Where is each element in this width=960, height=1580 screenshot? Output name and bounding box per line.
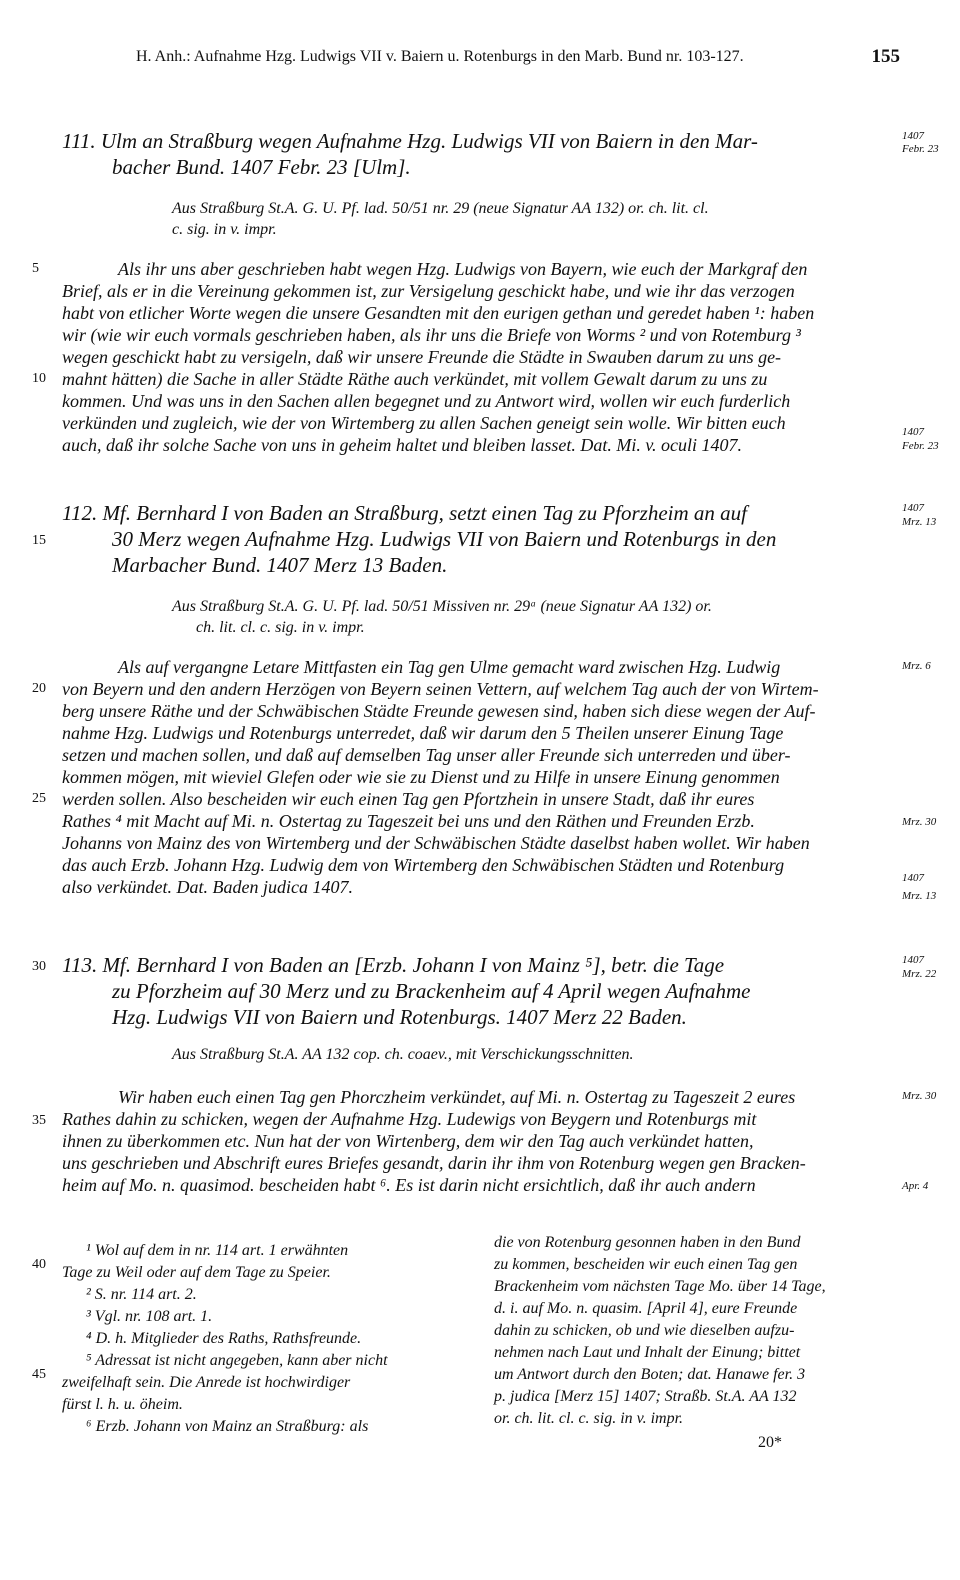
source-line: Aus Straßburg St.A. AA 132 cop. ch. coaev., mit Verschickungsschnitten. [172, 1046, 634, 1063]
margin-date: Febr. 23 [902, 143, 939, 155]
margin-date: Apr. 4 [902, 1180, 929, 1192]
regest-line: bacher Bund. 1407 Febr. 23 [Ulm]. [112, 155, 411, 179]
text-line: Brief, als er in die Vereinung gekommen ist, zur Versigelung geschickt habe, und wie ihr das verzogen [62, 281, 795, 301]
footnote-line: ³ Vgl. nr. 108 art. 1. [86, 1308, 213, 1325]
line-number: 40 [32, 1257, 46, 1272]
margin-date: 1407 [902, 872, 924, 884]
line-number: 35 [32, 1113, 46, 1128]
text-line: Rathes dahin zu schicken, wegen der Aufnahme Hzg. Ludewigs von Beygern und Rotenburgs mit [62, 1109, 757, 1129]
margin-date: Mrz. 22 [902, 968, 937, 980]
footnote-line: Brackenheim vom nächsten Tage Mo. über 14 Tage, [494, 1278, 826, 1295]
text-line: habt von etlicher Worte wegen die unsere Gesandten mit den eurigen gethan und geredet haben ¹: haben [62, 303, 815, 323]
text-line: verkünden und zugleich, wie der von Wirtemberg zu allen Sachen geneigt sein wolle. Wir bitten euch [62, 413, 786, 433]
regest-line: 30 Merz wegen Aufnahme Hzg. Ludwigs VII von Baiern und Rotenburgs in den [112, 527, 777, 551]
text-line: kommen. Und was uns in den Sachen allen begegnet und zu Antwort wird, wollen wir euch furderlich [62, 391, 791, 411]
margin-date: 1407 [902, 130, 924, 142]
footnote-line: ² S. nr. 114 art. 2. [86, 1286, 197, 1303]
footnote-line: or. ch. lit. cl. c. sig. in v. impr. [494, 1410, 684, 1427]
regest-line: Hzg. Ludwigs VII von Baiern und Rotenburgs. 1407 Merz 22 Baden. [112, 1005, 687, 1029]
text-line: kommen mögen, mit wieviel Glefen oder wie sie zu Dienst und zu Hilfe in unsere Einung genommen [62, 767, 780, 787]
footnote-line: dahin zu schicken, ob und wie dieselben aufzu- [494, 1322, 795, 1339]
margin-date: Mrz. 6 [902, 660, 931, 672]
text-line: heim auf Mo. n. quasimod. bescheiden habt ⁶. Es ist darin nicht ersichtlich, daß ihr auch andern [62, 1175, 756, 1195]
line-number: 30 [32, 959, 46, 974]
signature-mark: 20* [758, 1434, 782, 1451]
text-line: uns geschrieben und Abschrift eures Briefes gesandt, darin ihr ihm von Rotenburg wegen gen Bracken- [62, 1153, 806, 1173]
line-number: 25 [32, 791, 46, 806]
margin-date: Mrz. 30 [902, 816, 937, 828]
source-line: Aus Straßburg St.A. G. U. Pf. lad. 50/51 Missiven nr. 29ᵃ (neue Signatur AA 132) or. [172, 598, 712, 615]
text-line: Als auf vergangne Letare Mittfasten ein Tag gen Ulme gemacht ward zwischen Hzg. Ludwig [118, 657, 781, 677]
regest-line: zu Pforzheim auf 30 Merz und zu Brackenheim auf 4 April wegen Aufnahme [112, 979, 751, 1003]
footnote-line: ⁴ D. h. Mitglieder des Raths, Rathsfreunde. [86, 1330, 362, 1347]
text-line: Rathes ⁴ mit Macht auf Mi. n. Ostertag zu Tageszeit bei uns und den Räthen und Freunden Erzb. [62, 811, 755, 831]
line-number: 15 [32, 533, 46, 548]
text-line: berg unsere Räthe und der Schwäbischen Städte Freunde gewesen sind, haben sich diese wegen der Auf- [62, 701, 816, 721]
regest-line: 113. Mf. Bernhard I von Baden an [Erzb. Johann I von Mainz ⁵], betr. die Tage [62, 953, 725, 977]
footnote-line: p. judica [Merz 15] 1407; Straßb. St.A. AA 132 [494, 1388, 797, 1405]
footnote-line: die von Rotenburg gesonnen haben in den Bund [494, 1234, 801, 1251]
margin-date: Mrz. 13 [902, 516, 937, 528]
text-line: Johanns von Mainz des von Wirtemberg und der Schwäbischen Städte daselbst haben wollet. Wir haben [62, 833, 810, 853]
header-title: H. Anh.: Aufnahme Hzg. Ludwigs VII v. Baiern u. Rotenburgs in den Marb. Bund nr. 103-127. [136, 48, 744, 65]
source-line: ch. lit. cl. c. sig. in v. impr. [196, 619, 365, 636]
footnote-line: ⁵ Adressat ist nicht angegeben, kann aber nicht [86, 1352, 388, 1369]
line-number: 10 [32, 371, 46, 386]
margin-date: 1407 [902, 954, 924, 966]
text-line: wir (wie wir euch vormals geschrieben haben, als ihr uns die Briefe von Worms ² und von Rotemburg ³ [62, 325, 801, 345]
text-line: setzen und machen sollen, und daß auf demselben Tag unser aller Freunde sich unterreden und über- [62, 745, 791, 765]
text-line: das auch Erzb. Johann Hzg. Ludwig dem von Wirtemberg den Schwäbischen Städten und Rotenburg [62, 855, 785, 875]
margin-date: 1407 [902, 502, 924, 514]
text-line: ihnen zu überkommen etc. Nun hat der von Wirtenberg, dem wir den Tag auch verkündet hatten, [62, 1131, 754, 1151]
footnote-line: d. i. auf Mo. n. quasim. [April 4], eure Freunde [494, 1300, 798, 1317]
text-line: Wir haben euch einen Tag gen Phorczheim verkündet, auf Mi. n. Ostertag zu Tageszeit 2 eures [118, 1087, 796, 1107]
text-line: Als ihr uns aber geschrieben habt wegen Hzg. Ludwigs von Bayern, wie euch der Markgraf den [118, 259, 808, 279]
footnote-line: ⁶ Erzb. Johann von Mainz an Straßburg: als [86, 1418, 369, 1435]
footnote-line: ¹ Wol auf dem in nr. 114 art. 1 erwähnten [86, 1242, 349, 1259]
footnote-line: um Antwort durch den Boten; dat. Hanawe fer. 3 [494, 1366, 806, 1383]
margin-date: Mrz. 30 [902, 1090, 937, 1102]
footnote-line: fürst l. h. u. öheim. [62, 1396, 183, 1413]
regest-line: Marbacher Bund. 1407 Merz 13 Baden. [112, 553, 448, 577]
text-line: also verkündet. Dat. Baden judica 1407. [62, 877, 353, 897]
footnote-line: zu kommen, bescheiden wir euch einen Tag gen [494, 1256, 798, 1273]
footnote-line: Tage zu Weil oder auf dem Tage zu Speier. [62, 1264, 331, 1281]
margin-date: Mrz. 13 [902, 890, 937, 902]
footnote-line: zweifelhaft sein. Die Anrede ist hochwirdiger [62, 1374, 351, 1391]
margin-date: 1407 [902, 426, 924, 438]
regest-line: 112. Mf. Bernhard I von Baden an Straßburg, setzt einen Tag zu Pforzheim an auf [62, 501, 747, 525]
footnote-line: nehmen nach Laut und Inhalt der Einung; bittet [494, 1344, 801, 1361]
source-line: c. sig. in v. impr. [172, 221, 277, 238]
text-line: von Beyern und den andern Herzögen von Beyern seinen Vettern, auf welchem Tag auch der von Wirtem- [62, 679, 819, 699]
line-number: 45 [32, 1367, 46, 1382]
text-line: mahnt hätten) die Sache in aller Städte Räthe auch verkündet, mit vollem Gewalt darum zu uns zu [62, 369, 768, 389]
margin-date: Febr. 23 [902, 440, 939, 452]
regest-line: 111. Ulm an Straßburg wegen Aufnahme Hzg. Ludwigs VII von Baiern in den Mar- [62, 129, 758, 153]
page-number: 155 [871, 46, 900, 67]
text-line: wegen geschickt habt zu versigeln, daß wir unsere Freunde die Städte in Swauben darum zu uns ge- [62, 347, 782, 367]
text-line: werden sollen. Also bescheiden wir euch einen Tag gen Pfortzhein in unsere Stadt, daß ihr eures [62, 789, 755, 809]
source-line: Aus Straßburg St.A. G. U. Pf. lad. 50/51 nr. 29 (neue Signatur AA 132) or. ch. lit. cl. [172, 200, 709, 217]
text-line: nahme Hzg. Ludwigs und Rotenburgs unterredet, daß wir darum den 5 Theilen unserer Einung Tage [62, 723, 784, 743]
line-number: 20 [32, 681, 46, 696]
line-number: 5 [32, 261, 39, 276]
text-line: auch, daß ihr solche Sache von uns in geheim haltet und bleiben lasset. Dat. Mi. v. oculi 1407. [62, 435, 743, 455]
